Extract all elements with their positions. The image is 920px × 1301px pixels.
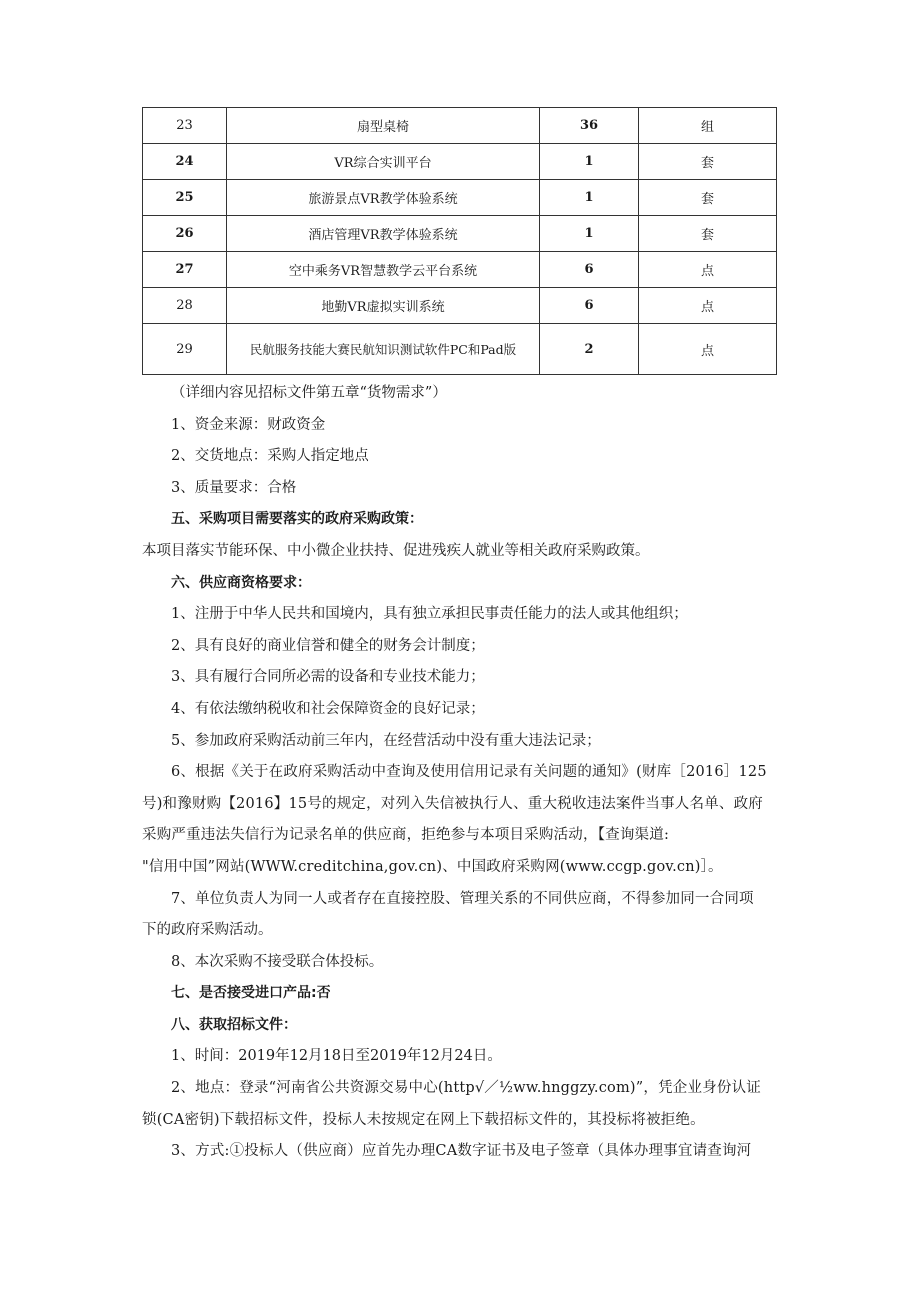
item-name: 扇型桌椅 [227,108,540,144]
item-unit: 点 [639,288,777,324]
qualification-2: 2、具有良好的商业信誉和健全的财务会计制度； [171,637,485,654]
table-row [143,144,777,180]
row-number: 24 [143,144,227,180]
item-unit: 套 [639,180,777,216]
qualification-8: 8、本次采购不接受联合体投标。 [171,953,384,970]
item-name: 旅游景点VR教学体验系统 [227,180,540,216]
qualification-7-line-2: 下的政府采购活动。 [142,922,273,939]
item-name: 空中乘务VR智慧教学云平台系统 [227,252,540,288]
document-body [142,378,782,1168]
item-name: VR综合实训平台 [227,144,540,180]
qualification-6-line-2: 号)和豫财购【2016】15号的规定，对列入失信被执行人、重大税收违法案件当事人名单、政府 [142,795,764,812]
qualification-5: 5、参加政府采购活动前三年内，在经营活动中没有重大违法记录； [171,732,601,749]
table-row [143,180,777,216]
qualification-6-line-3: 采购严重违法失信行为记录名单的供应商，拒绝参与本项目采购活动，【查询渠道: [142,827,670,844]
item-unit: 点 [639,252,777,288]
item-unit: 套 [639,144,777,180]
section-7-heading: 七、是否接受进口产品:否 [171,985,331,1002]
table-note: （详细内容见招标文件第五章“货物需求”） [171,385,447,401]
qualification-1: 1、注册于中华人民共和国境内，具有独立承担民事责任能力的法人或其他组织； [171,606,688,623]
section-5-text: 本项目落实节能环保、中小微企业扶持、促进残疾人就业等相关政府采购政策。 [142,542,650,559]
qualification-7-line-1: 7、单位负责人为同一人或者存在直接控股、管理关系的不同供应商，不得参加同一合同项 [171,890,754,907]
section-5-heading: 五、采购项目需要落实的政府采购政策： [171,511,423,528]
acquisition-location-line-2: 锁(CA密钥)下载招标文件，投标人未按规定在网上下载招标文件的，其投标将被拒绝。 [142,1111,705,1128]
delivery-location: 2、交货地点：采购人指定地点 [171,448,369,465]
item-name: 酒店管理VR教学体验系统 [227,216,540,252]
funding-source: 1、资金来源：财政资金 [171,416,326,433]
table-row [143,216,777,252]
item-unit: 组 [639,108,777,144]
row-number: 28 [143,288,227,324]
item-unit: 点 [639,324,777,375]
acquisition-method-line-1: 3、方式:①投标人（供应商）应首先办理CA数字证书及电子签章（具体办理事宜请查询河 [171,1143,752,1160]
quality-requirement: 3、质量要求：合格 [171,479,297,496]
item-name: 地勤VR虚拟实训系统 [227,288,540,324]
item-unit: 套 [639,216,777,252]
item-quantity: 1 [540,144,639,180]
qualification-6-line-4: "信用中国”网站(WWW.creditchina,gov.cn)、中国政府采购网(www.ccgp.gov.cn)］。 [142,858,723,875]
item-name: 民航服务技能大赛民航知识测试软件PC和Pad版 [227,324,540,375]
acquisition-time: 1、时间：2019年12月18日至2019年12月24日。 [171,1048,502,1065]
table-row [143,324,777,375]
item-quantity: 6 [540,252,639,288]
qualification-6-line-1: 6、根据《关于在政府采购活动中查询及使用信用记录有关问题的通知》(财库［2016］125 [171,764,767,781]
table-row [143,288,777,324]
item-quantity: 1 [540,180,639,216]
item-quantity: 1 [540,216,639,252]
acquisition-location-line-1: 2、地点：登录“河南省公共资源交易中心(http√／½ww.hnggzy.com)”，凭企业身份认证 [171,1080,761,1097]
item-quantity: 2 [540,324,639,375]
row-number: 26 [143,216,227,252]
row-number: 27 [143,252,227,288]
row-number: 23 [143,108,227,144]
table-row [143,108,777,144]
qualification-4: 4、有依法缴纳税收和社会保障资金的良好记录； [171,700,485,717]
section-6-heading: 六、供应商资格要求： [171,574,311,591]
row-number: 29 [143,324,227,375]
table-row [143,252,777,288]
qualification-3: 3、具有履行合同所必需的设备和专业技术能力； [171,669,485,686]
items-table [142,107,777,375]
item-quantity: 36 [540,108,639,144]
row-number: 25 [143,180,227,216]
section-8-heading: 八、获取招标文件： [171,1016,297,1033]
item-quantity: 6 [540,288,639,324]
